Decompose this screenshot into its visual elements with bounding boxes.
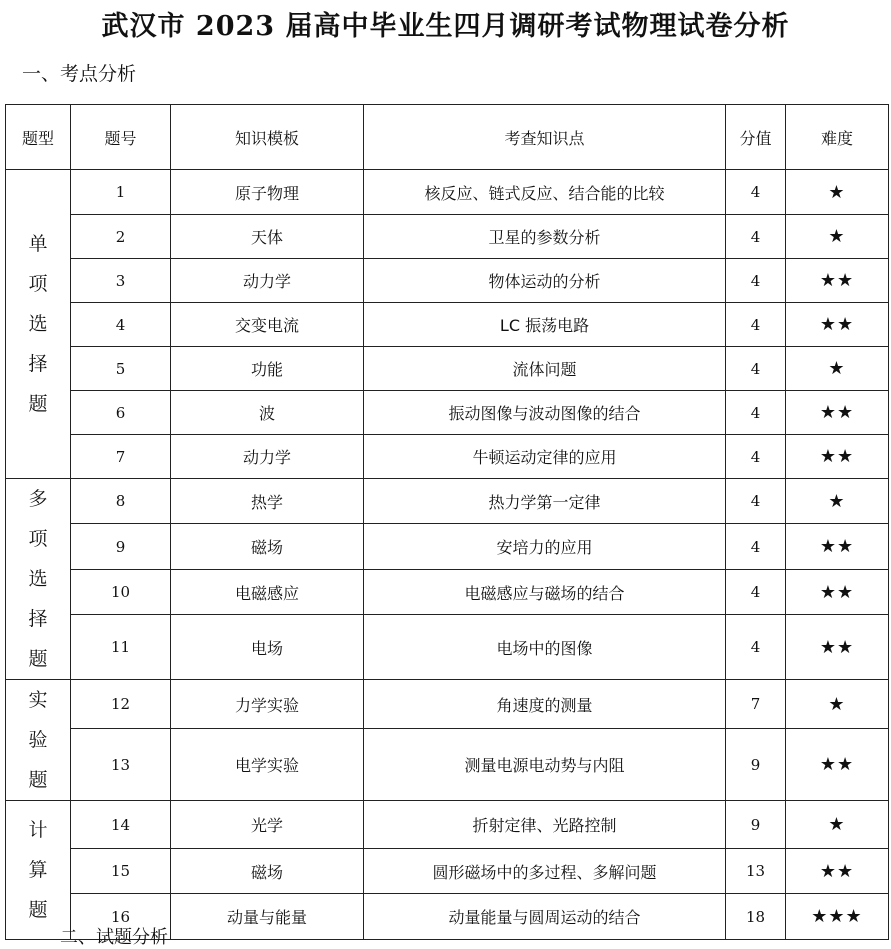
difficulty-stars-cell: ★★ bbox=[786, 259, 889, 303]
table-row bbox=[6, 347, 889, 391]
table-row bbox=[6, 215, 889, 259]
header-score: 分值 bbox=[726, 105, 786, 170]
knowledge-module-cell: 波 bbox=[171, 391, 364, 435]
knowledge-point-cell: 角速度的测量 bbox=[364, 680, 726, 729]
knowledge-point-cell: 电磁感应与磁场的结合 bbox=[364, 569, 726, 614]
table-header-row bbox=[6, 105, 889, 170]
difficulty-stars-cell: ★★ bbox=[786, 729, 889, 801]
question-type-cell bbox=[6, 801, 71, 940]
knowledge-module-cell: 磁场 bbox=[171, 524, 364, 569]
table-body bbox=[6, 170, 889, 940]
knowledge-module-cell: 光学 bbox=[171, 801, 364, 849]
table-row bbox=[6, 479, 889, 524]
question-type-label: 多项选择题 bbox=[28, 488, 48, 670]
question-type-cell bbox=[6, 680, 71, 801]
knowledge-module-cell: 动力学 bbox=[171, 259, 364, 303]
knowledge-point-cell: 测量电源电动势与内阻 bbox=[364, 729, 726, 801]
score-cell: 4 bbox=[726, 569, 786, 614]
score-cell: 4 bbox=[726, 524, 786, 569]
difficulty-stars-cell: ★★ bbox=[786, 615, 889, 680]
header-type: 题型 bbox=[6, 105, 71, 170]
knowledge-module-cell: 热学 bbox=[171, 479, 364, 524]
knowledge-module-cell: 电学实验 bbox=[171, 729, 364, 801]
question-number-cell: 14 bbox=[71, 801, 171, 849]
question-number-cell: 5 bbox=[71, 347, 171, 391]
knowledge-module-cell: 力学实验 bbox=[171, 680, 364, 729]
question-number-cell: 15 bbox=[71, 849, 171, 894]
table-row bbox=[6, 569, 889, 614]
knowledge-module-cell: 交变电流 bbox=[171, 303, 364, 347]
score-cell: 4 bbox=[726, 435, 786, 479]
score-cell: 4 bbox=[726, 347, 786, 391]
question-type-cell bbox=[6, 479, 71, 680]
table-row bbox=[6, 849, 889, 894]
question-number-cell: 9 bbox=[71, 524, 171, 569]
question-number-cell: 16 bbox=[71, 894, 171, 940]
question-number-cell: 13 bbox=[71, 729, 171, 801]
question-number-cell: 11 bbox=[71, 615, 171, 680]
question-number-cell: 12 bbox=[71, 680, 171, 729]
header-number: 题号 bbox=[71, 105, 171, 170]
question-number-cell: 3 bbox=[71, 259, 171, 303]
knowledge-module-cell: 电场 bbox=[171, 615, 364, 680]
question-number-cell: 10 bbox=[71, 569, 171, 614]
score-cell: 7 bbox=[726, 680, 786, 729]
difficulty-stars-cell: ★ bbox=[786, 170, 889, 215]
knowledge-point-cell: 折射定律、光路控制 bbox=[364, 801, 726, 849]
difficulty-stars-cell: ★ bbox=[786, 801, 889, 849]
table-row bbox=[6, 615, 889, 680]
difficulty-stars-cell: ★★ bbox=[786, 524, 889, 569]
question-number-cell: 7 bbox=[71, 435, 171, 479]
question-number-cell: 4 bbox=[71, 303, 171, 347]
score-cell: 4 bbox=[726, 170, 786, 215]
next-section-heading-cut bbox=[60, 927, 180, 948]
knowledge-point-cell: 物体运动的分析 bbox=[364, 259, 726, 303]
difficulty-stars-cell: ★★★ bbox=[786, 894, 889, 940]
table-row bbox=[6, 303, 889, 347]
knowledge-point-cell: 电场中的图像 bbox=[364, 615, 726, 680]
difficulty-stars-cell: ★ bbox=[786, 347, 889, 391]
knowledge-point-cell: 卫星的参数分析 bbox=[364, 215, 726, 259]
score-cell: 4 bbox=[726, 215, 786, 259]
score-cell: 4 bbox=[726, 303, 786, 347]
question-type-label: 计算题 bbox=[28, 819, 48, 921]
knowledge-point-cell: 圆形磁场中的多过程、多解问题 bbox=[364, 849, 726, 894]
question-number-cell: 8 bbox=[71, 479, 171, 524]
knowledge-module-cell: 天体 bbox=[171, 215, 364, 259]
knowledge-point-cell: 牛顿运动定律的应用 bbox=[364, 435, 726, 479]
header-module: 知识模板 bbox=[171, 105, 364, 170]
knowledge-point-cell: 核反应、链式反应、结合能的比较 bbox=[364, 170, 726, 215]
table-row bbox=[6, 524, 889, 569]
difficulty-stars-cell: ★★ bbox=[786, 849, 889, 894]
score-cell: 4 bbox=[726, 259, 786, 303]
score-cell: 4 bbox=[726, 479, 786, 524]
difficulty-stars-cell: ★★ bbox=[786, 569, 889, 614]
difficulty-stars-cell: ★ bbox=[786, 215, 889, 259]
knowledge-module-cell: 原子物理 bbox=[171, 170, 364, 215]
question-number-cell: 1 bbox=[71, 170, 171, 215]
knowledge-point-cell: 动量能量与圆周运动的结合 bbox=[364, 894, 726, 940]
knowledge-module-cell: 动力学 bbox=[171, 435, 364, 479]
exam-analysis-table bbox=[5, 104, 889, 940]
question-number-cell: 2 bbox=[71, 215, 171, 259]
difficulty-stars-cell: ★ bbox=[786, 479, 889, 524]
question-type-cell bbox=[6, 170, 71, 479]
score-cell: 4 bbox=[726, 391, 786, 435]
knowledge-point-cell: LC 振荡电路 bbox=[364, 303, 726, 347]
document-title: 武汉市 2023 届高中毕业生四月调研考试物理试卷分析 bbox=[101, 11, 790, 42]
header-point: 考查知识点 bbox=[364, 105, 726, 170]
difficulty-stars-cell: ★★ bbox=[786, 303, 889, 347]
question-type-label: 实验题 bbox=[28, 689, 48, 791]
knowledge-point-cell: 热力学第一定律 bbox=[364, 479, 726, 524]
difficulty-stars-cell: ★ bbox=[786, 680, 889, 729]
difficulty-stars-cell: ★★ bbox=[786, 391, 889, 435]
table-row bbox=[6, 391, 889, 435]
table-row bbox=[6, 259, 889, 303]
question-type-label: 单项选择题 bbox=[28, 233, 48, 415]
knowledge-point-cell: 振动图像与波动图像的结合 bbox=[364, 391, 726, 435]
score-cell: 4 bbox=[726, 615, 786, 680]
knowledge-point-cell: 流体问题 bbox=[364, 347, 726, 391]
header-difficulty: 难度 bbox=[786, 105, 889, 170]
score-cell: 13 bbox=[726, 849, 786, 894]
knowledge-module-cell: 磁场 bbox=[171, 849, 364, 894]
table-row bbox=[6, 170, 889, 215]
table-row bbox=[6, 729, 889, 801]
score-cell: 9 bbox=[726, 729, 786, 801]
next-section-heading: 二、试题分析 bbox=[60, 927, 168, 948]
knowledge-module-cell: 动量与能量 bbox=[171, 894, 364, 940]
knowledge-module-cell: 功能 bbox=[171, 347, 364, 391]
score-cell: 9 bbox=[726, 801, 786, 849]
knowledge-point-cell: 安培力的应用 bbox=[364, 524, 726, 569]
table-row bbox=[6, 680, 889, 729]
difficulty-stars-cell: ★★ bbox=[786, 435, 889, 479]
table-row bbox=[6, 801, 889, 849]
table-row bbox=[6, 435, 889, 479]
question-number-cell: 6 bbox=[71, 391, 171, 435]
knowledge-module-cell: 电磁感应 bbox=[171, 569, 364, 614]
section-heading: 一、考点分析 bbox=[22, 63, 137, 85]
score-cell: 18 bbox=[726, 894, 786, 940]
